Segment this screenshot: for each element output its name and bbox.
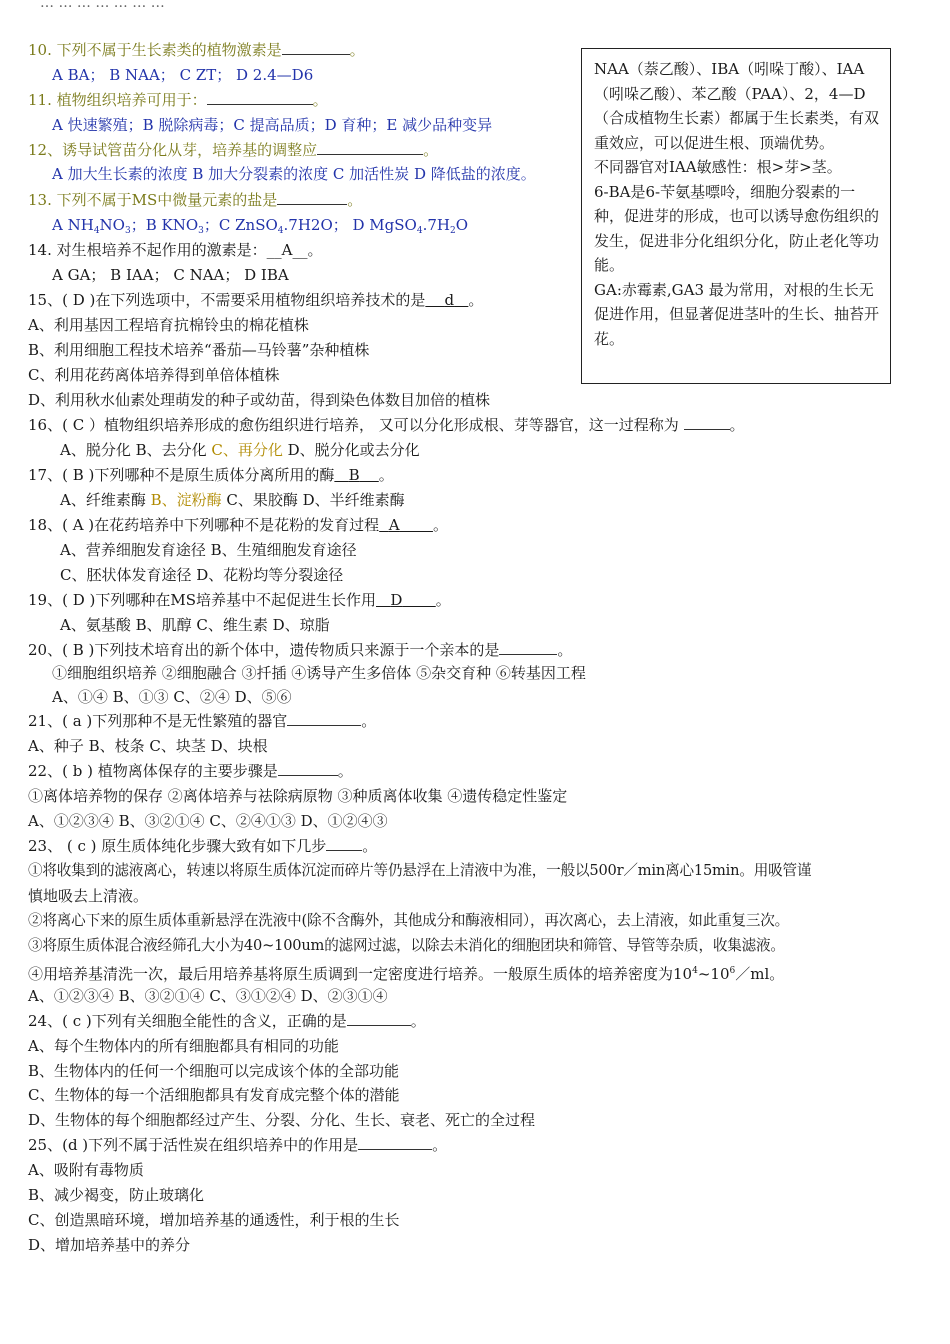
q22-options: A、①②③④ B、③②①④ C、②④①③ D、①②④③ <box>28 812 388 830</box>
q19-options: A、氨基酸 B、肌醇 C、维生素 D、琼脂 <box>60 616 330 634</box>
q17-end: 。 <box>378 466 394 484</box>
q20-stem <box>28 640 572 660</box>
q13-opt-d3: O <box>455 216 469 234</box>
q25-blank <box>358 1135 432 1150</box>
q15-answer-text: d <box>444 291 455 309</box>
q24-end: 。 <box>410 1012 426 1030</box>
q16-stem-text: 16、( C ）植物组织培养形成的愈伤组织进行培养， 又可以分化形成根、芽等器官，这一过程称为 <box>28 416 679 434</box>
q25-end: 。 <box>432 1136 448 1154</box>
note-ga: GA:赤霉素,GA3 最为常用，对根的生长无促进作用，但显著促进茎叶的生长、抽苔开花。 <box>594 280 880 348</box>
q24-stem-text: 24、( c )下列有关细胞全能性的含义，正确的是 <box>28 1012 347 1030</box>
q16-blank <box>684 415 730 430</box>
q11-end: 。 <box>312 91 328 109</box>
q11-options: A 快速繁殖；B 脱除病毒；C 提高品质；D 育种；E 减少品种变异 <box>52 116 493 134</box>
q15-option-b: B、利用细胞工程技术培养“番茄—马铃薯”杂种植株 <box>28 341 370 359</box>
q22-stem <box>28 761 353 781</box>
q10-blank <box>282 40 350 55</box>
q13-end: 。 <box>347 191 363 209</box>
q13-options <box>52 215 468 241</box>
q23-blank <box>326 836 362 851</box>
q18-stem-text: 18、( A )在花药培养中下列哪种不是花粉的发育过程 <box>28 516 380 534</box>
q22-items: ①离体培养物的保存 ②离体培养与祛除病原物 ③种质离体收集 ④遗传稳定性鉴定 <box>28 787 568 805</box>
q23-stem-text: 23、 ( c ) 原生质体纯化步骤大致有如下几步 <box>28 837 327 855</box>
q15-option-a: A、利用基因工程培育抗棉铃虫的棉花植株 <box>28 316 309 334</box>
q18-answer <box>379 516 433 534</box>
q24-option-a: A、每个生物体内的所有细胞都具有相同的功能 <box>28 1037 339 1055</box>
q14-stem: 14. 对生根培养不起作用的激素是：__A__。 <box>28 241 323 259</box>
q13-blank <box>277 190 347 205</box>
q15-end: 。 <box>468 291 484 309</box>
q11-blank <box>207 90 313 105</box>
q25-option-d: D、增加培养基中的养分 <box>28 1236 191 1254</box>
q11-stem-text: 11. 植物组织培养可用于： <box>28 91 207 109</box>
q13-sub: 4 <box>93 226 100 236</box>
q17-answer <box>334 466 378 484</box>
q20-options: A、①④ B、①③ C、②④ D、⑤⑥ <box>52 688 292 706</box>
q23-options: A、①②③④ B、③②①④ C、③①②④ D、②③①④ <box>28 987 388 1005</box>
q16-stem <box>28 415 745 435</box>
q23-stem <box>28 836 377 856</box>
q18-options-2: C、胚状体发育途径 D、花粉均等分裂途径 <box>60 566 344 584</box>
q15-answer <box>425 291 468 309</box>
q20-end: 。 <box>557 641 573 659</box>
q19-answer <box>376 591 436 609</box>
q17-stem-text: 17、( B )下列哪种不是原生质体分离所用的酶 <box>28 466 335 484</box>
q14-options: A GA； B IAA； C NAA； D IBA <box>52 266 289 284</box>
q25-option-b: B、减少褐变，防止玻璃化 <box>28 1186 205 1204</box>
q23-step4-sup: 4 <box>692 966 698 976</box>
q15-option-c: C、利用花药离体培养得到单倍体植株 <box>28 366 280 384</box>
q13-sub: 3 <box>124 226 131 236</box>
q10-options: A BA； B NAA； C ZT； D 2.4—D6 <box>52 66 314 84</box>
q22-blank <box>278 761 338 776</box>
q13-opt-a: A NH <box>52 216 94 234</box>
q15-stem-text: 15、( D )在下列选项中，不需要采用植物组织培养技术的是 <box>28 291 426 309</box>
q15-option-d: D、利用秋水仙素处理萌发的种子或幼苗，得到染色体数目加倍的植株 <box>28 391 491 409</box>
q24-stem <box>28 1011 426 1031</box>
q12-options: A 加大生长素的浓度 B 加大分裂素的浓度 C 加活性炭 D 降低盐的浓度。 <box>52 165 536 183</box>
q17-opt: C、果胶酶 D、半纤维素酶 <box>221 491 405 509</box>
q10-end: 。 <box>349 41 365 59</box>
q23-step3: ③将原生质体混合液经筛孔大小为40~100um的滤网过滤，以除去未消化的细胞团块和筛管、导管等杂质，收集滤液。 <box>28 937 785 954</box>
q19-end: 。 <box>435 591 451 609</box>
q17-options <box>60 490 405 510</box>
q24-option-d: D、生物体的每个细胞都经过产生、分裂、分化、生长、衰老、死亡的全过程 <box>28 1111 536 1129</box>
q21-blank <box>287 711 361 726</box>
note-sensitivity: 不同器官对IAA敏感性：根>芽>茎。 <box>594 158 842 176</box>
q22-end: 。 <box>337 762 353 780</box>
q22-stem-text: 22、( b ) 植物离体保存的主要步骤是 <box>28 762 278 780</box>
q10-stem-text: 10. 下列不属于生长素类的植物激素是 <box>28 41 282 59</box>
q13-opt-b: ；B KNO <box>130 216 199 234</box>
q21-end: 。 <box>361 712 377 730</box>
q16-opt: D、脱分化或去分化 <box>282 441 420 459</box>
q13-sub: 4 <box>416 226 423 236</box>
q21-stem-text: 21、( a )下列那种不是无性繁殖的器官 <box>28 712 288 730</box>
cut-off-top-text: … … … … … … … <box>40 0 165 10</box>
q13-opt-c2: .7H2O； D MgSO <box>283 216 417 234</box>
q23-step4-text: ~10 <box>697 965 730 983</box>
q12-blank <box>317 140 423 155</box>
q16-opt-correct: C、再分化 <box>211 441 283 459</box>
q17-opt: A、纤维素酶 <box>60 491 151 509</box>
q18-end: 。 <box>432 516 448 534</box>
hormone-note-box <box>581 48 891 384</box>
q24-blank <box>347 1011 411 1026</box>
note-6ba: 6-BA是6-苄氨基嘌呤，细胞分裂素的一种，促进芽的形成，也可以诱导愈伤组织的发生，促进非分化组织分化，防止老化等功能。 <box>594 182 880 274</box>
q17-stem <box>28 465 394 485</box>
q25-stem-text: 25、(d )下列不属于活性炭在组织培养中的作用是 <box>28 1136 359 1154</box>
q18-options-1: A、营养细胞发育途径 B、生殖细胞发育途径 <box>60 541 357 559</box>
q21-options: A、种子 B、枝条 C、块茎 D、块根 <box>28 737 268 755</box>
q24-option-c: C、生物体的每一个活细胞都具有发育成完整个体的潜能 <box>28 1086 400 1104</box>
q16-options <box>60 440 420 460</box>
q15-stem <box>28 290 483 310</box>
q18-stem <box>28 515 448 535</box>
q12-stem <box>28 140 438 160</box>
q12-stem-text: 12、诱导试管苗分化从芽，培养基的调整应 <box>28 141 318 159</box>
q20-items: ①细胞组织培养 ②细胞融合 ③扦插 ④诱导产生多倍体 ⑤杂交育种 ⑥转基因工程 <box>52 664 586 682</box>
q19-stem <box>28 590 451 610</box>
note-auxins: NAA（萘乙酸）、IBA（吲哚丁酸）、IAA（吲哚乙酸）、苯乙酸（PAA）、2，4—D（合成植物生长素）都属于生长素类，有双重效应，可以促进生根、顶端优势。 <box>594 60 880 152</box>
q13-sub: 4 <box>277 226 284 236</box>
q18-answer-text: A <box>388 516 400 534</box>
q19-stem-text: 19、( D )下列哪种在MS培养基中不起促进生长作用 <box>28 591 376 609</box>
q23-step4-text: ／ml。 <box>735 965 785 983</box>
q24-option-b: B、生物体内的任何一个细胞可以完成该个体的全部功能 <box>28 1062 400 1080</box>
q11-stem <box>28 90 328 110</box>
q19-answer-text: D <box>390 591 403 609</box>
q16-opt: A、脱分化 B、去分化 <box>60 441 212 459</box>
q25-option-c: C、创造黑暗环境，增加培养基的通透性，利于根的生长 <box>28 1211 400 1229</box>
q23-end: 。 <box>362 837 378 855</box>
q23-step2: ②将离心下来的原生质体重新悬浮在洗液中(除不含酶外，其他成分和酶液相同），再次离心，去上清液，如此重复三次。 <box>28 912 790 929</box>
q17-answer-text: B <box>348 466 360 484</box>
q13-opt-c: ；C ZnSO <box>203 216 278 234</box>
q13-opt-a2: NO <box>99 216 125 234</box>
q13-opt-d2: .7H <box>422 216 450 234</box>
q12-end: 。 <box>423 141 439 159</box>
q25-stem <box>28 1135 447 1155</box>
q13-sub: 3 <box>198 226 204 236</box>
q23-step1-line1: ①将收集到的滤液离心，转速以将原生质体沉淀而碎片等仍悬浮在上清液中为准，一般以500r／min离心15min。用吸管谨 <box>28 862 812 879</box>
q13-stem <box>28 190 362 210</box>
q23-step4-text: ④用培养基清洗一次，最后用培养基将原生质调到一定密度进行培养。一般原生质体的培养密度为10 <box>28 965 693 983</box>
q10-stem <box>28 40 365 60</box>
q20-blank <box>499 640 557 655</box>
q25-option-a: A、吸附有毒物质 <box>28 1161 144 1179</box>
q16-end: 。 <box>729 416 745 434</box>
q17-opt-correct: B、淀粉酶 <box>150 491 222 509</box>
q23-step1-line2: 慎地吸去上清液。 <box>28 887 149 905</box>
q20-stem-text: 20、( B )下列技术培育出的新个体中，遗传物质只来源于一个亲本的是 <box>28 641 500 659</box>
q13-stem-text: 13. 下列不属于MS中微量元素的盐是 <box>28 191 278 209</box>
q23-step4-sup: 6 <box>729 966 736 976</box>
q21-stem <box>28 711 376 731</box>
q13-sub: 2 <box>450 226 456 236</box>
q23-step4 <box>28 961 784 984</box>
